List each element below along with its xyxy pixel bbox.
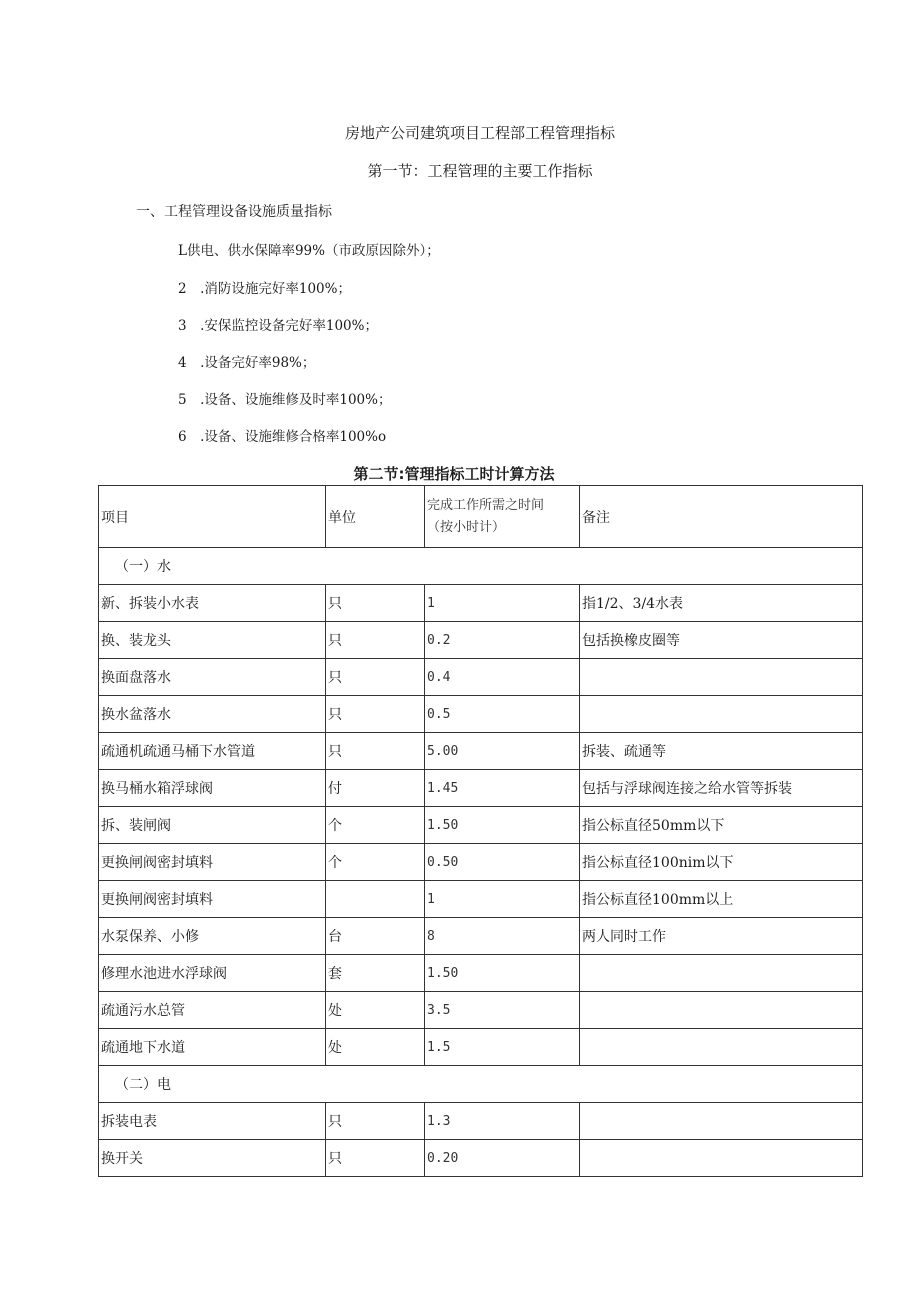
category-label: （一）水	[99, 548, 863, 585]
cell-hours: 0.50	[425, 844, 580, 881]
cell-remark	[580, 992, 863, 1029]
cell-remark: 包括与浮球阀连接之给水管等拆装	[580, 770, 863, 807]
header-remark: 备注	[580, 486, 863, 548]
category-row-electric	[99, 1066, 863, 1103]
cell-unit	[326, 881, 425, 918]
table-row	[99, 770, 863, 807]
cell-hours: 1	[425, 881, 580, 918]
cell-hours: 0.20	[425, 1140, 580, 1177]
cell-remark: 指公标直径100mm以上	[580, 881, 863, 918]
table-row	[99, 955, 863, 992]
cell-item: 更换闸阀密封填料	[99, 881, 326, 918]
cell-item: 疏通污水总管	[99, 992, 326, 1029]
table-row	[99, 844, 863, 881]
cell-remark	[580, 1029, 863, 1066]
cell-item: 疏通机疏通马桶下水管道	[99, 733, 326, 770]
cell-item: 拆装电表	[99, 1103, 326, 1140]
header-time-line2: （按小时计）	[427, 519, 506, 535]
cell-hours: 0.4	[425, 659, 580, 696]
category-label: （二）电	[99, 1066, 863, 1103]
cell-hours: 1.50	[425, 955, 580, 992]
cell-remark: 两人同时工作	[580, 918, 863, 955]
table-row	[99, 585, 863, 622]
cell-hours: 8	[425, 918, 580, 955]
category-row-water	[99, 548, 863, 585]
section-2-title: 第二节:管理指标工时计算方法	[353, 465, 555, 483]
cell-remark	[580, 1103, 863, 1140]
cell-item: 水泵保养、小修	[99, 918, 326, 955]
header-unit: 单位	[326, 486, 425, 548]
indicator-item: 2 .消防设施完好率100%；	[178, 281, 351, 297]
water-rows	[99, 585, 863, 1066]
cell-unit: 套	[326, 955, 425, 992]
table-header-row	[99, 486, 863, 548]
cell-unit: 个	[326, 844, 425, 881]
cell-unit: 只	[326, 622, 425, 659]
indicator-item: 4 .设备完好率98%；	[178, 355, 316, 371]
part-1-heading: 一、工程管理设备设施质量指标	[136, 204, 332, 220]
cell-unit: 台	[326, 918, 425, 955]
cell-hours: 3.5	[425, 992, 580, 1029]
header-item: 项目	[99, 486, 326, 548]
table-row	[99, 733, 863, 770]
table-row	[99, 1029, 863, 1066]
table-row	[99, 992, 863, 1029]
cell-hours: 5.00	[425, 733, 580, 770]
table-row	[99, 1103, 863, 1140]
cell-item: 新、拆装小水表	[99, 585, 326, 622]
table-row	[99, 696, 863, 733]
cell-hours: 1	[425, 585, 580, 622]
cell-remark	[580, 696, 863, 733]
cell-item: 疏通地下水道	[99, 1029, 326, 1066]
cell-unit: 只	[326, 733, 425, 770]
cell-unit: 只	[326, 696, 425, 733]
indicator-item: 6 .设备、设施维修合格率100%o	[178, 429, 387, 445]
cell-item: 更换闸阀密封填料	[99, 844, 326, 881]
cell-item: 拆、装闸阀	[99, 807, 326, 844]
cell-remark	[580, 659, 863, 696]
cell-item: 换面盘落水	[99, 659, 326, 696]
cell-hours: 1.50	[425, 807, 580, 844]
cell-unit: 个	[326, 807, 425, 844]
table-row	[99, 807, 863, 844]
cell-hours: 1.45	[425, 770, 580, 807]
indicator-item: L供电、供水保障率99%（市政原因除外）；	[178, 243, 440, 259]
cell-item: 换马桶水箱浮球阀	[99, 770, 326, 807]
cell-hours: 0.2	[425, 622, 580, 659]
cell-unit: 处	[326, 1029, 425, 1066]
cell-unit: 只	[326, 1103, 425, 1140]
cell-item: 换、装龙头	[99, 622, 326, 659]
cell-hours: 1.3	[425, 1103, 580, 1140]
cell-remark: 指公标直径50mm以下	[580, 807, 863, 844]
electric-rows	[99, 1103, 863, 1177]
cell-hours: 1.5	[425, 1029, 580, 1066]
section-1-title: 第一节：工程管理的主要工作指标	[367, 162, 593, 180]
table-row	[99, 881, 863, 918]
work-hours-table	[98, 485, 863, 1177]
cell-unit: 付	[326, 770, 425, 807]
indicator-item: 3 .安保监控设备完好率100%；	[178, 318, 378, 334]
cell-unit: 只	[326, 585, 425, 622]
cell-remark: 指公标直径100nim以下	[580, 844, 863, 881]
cell-item: 换水盆落水	[99, 696, 326, 733]
table-row	[99, 1140, 863, 1177]
cell-remark: 指1/2、3/4水表	[580, 585, 863, 622]
cell-item: 换开关	[99, 1140, 326, 1177]
cell-remark	[580, 955, 863, 992]
cell-unit: 只	[326, 1140, 425, 1177]
header-time	[425, 486, 580, 548]
cell-remark: 拆装、疏通等	[580, 733, 863, 770]
cell-item: 修理水池进水浮球阀	[99, 955, 326, 992]
cell-remark: 包括换橡皮圈等	[580, 622, 863, 659]
document-title: 房地产公司建筑项目工程部工程管理指标	[344, 124, 615, 142]
cell-hours: 0.5	[425, 696, 580, 733]
table-row	[99, 659, 863, 696]
header-time-line1: 完成工作所需之时间	[427, 497, 545, 513]
cell-remark	[580, 1140, 863, 1177]
table-row	[99, 918, 863, 955]
indicator-item: 5 .设备、设施维修及时率100%；	[178, 392, 392, 408]
cell-unit: 只	[326, 659, 425, 696]
table-row	[99, 622, 863, 659]
cell-unit: 处	[326, 992, 425, 1029]
